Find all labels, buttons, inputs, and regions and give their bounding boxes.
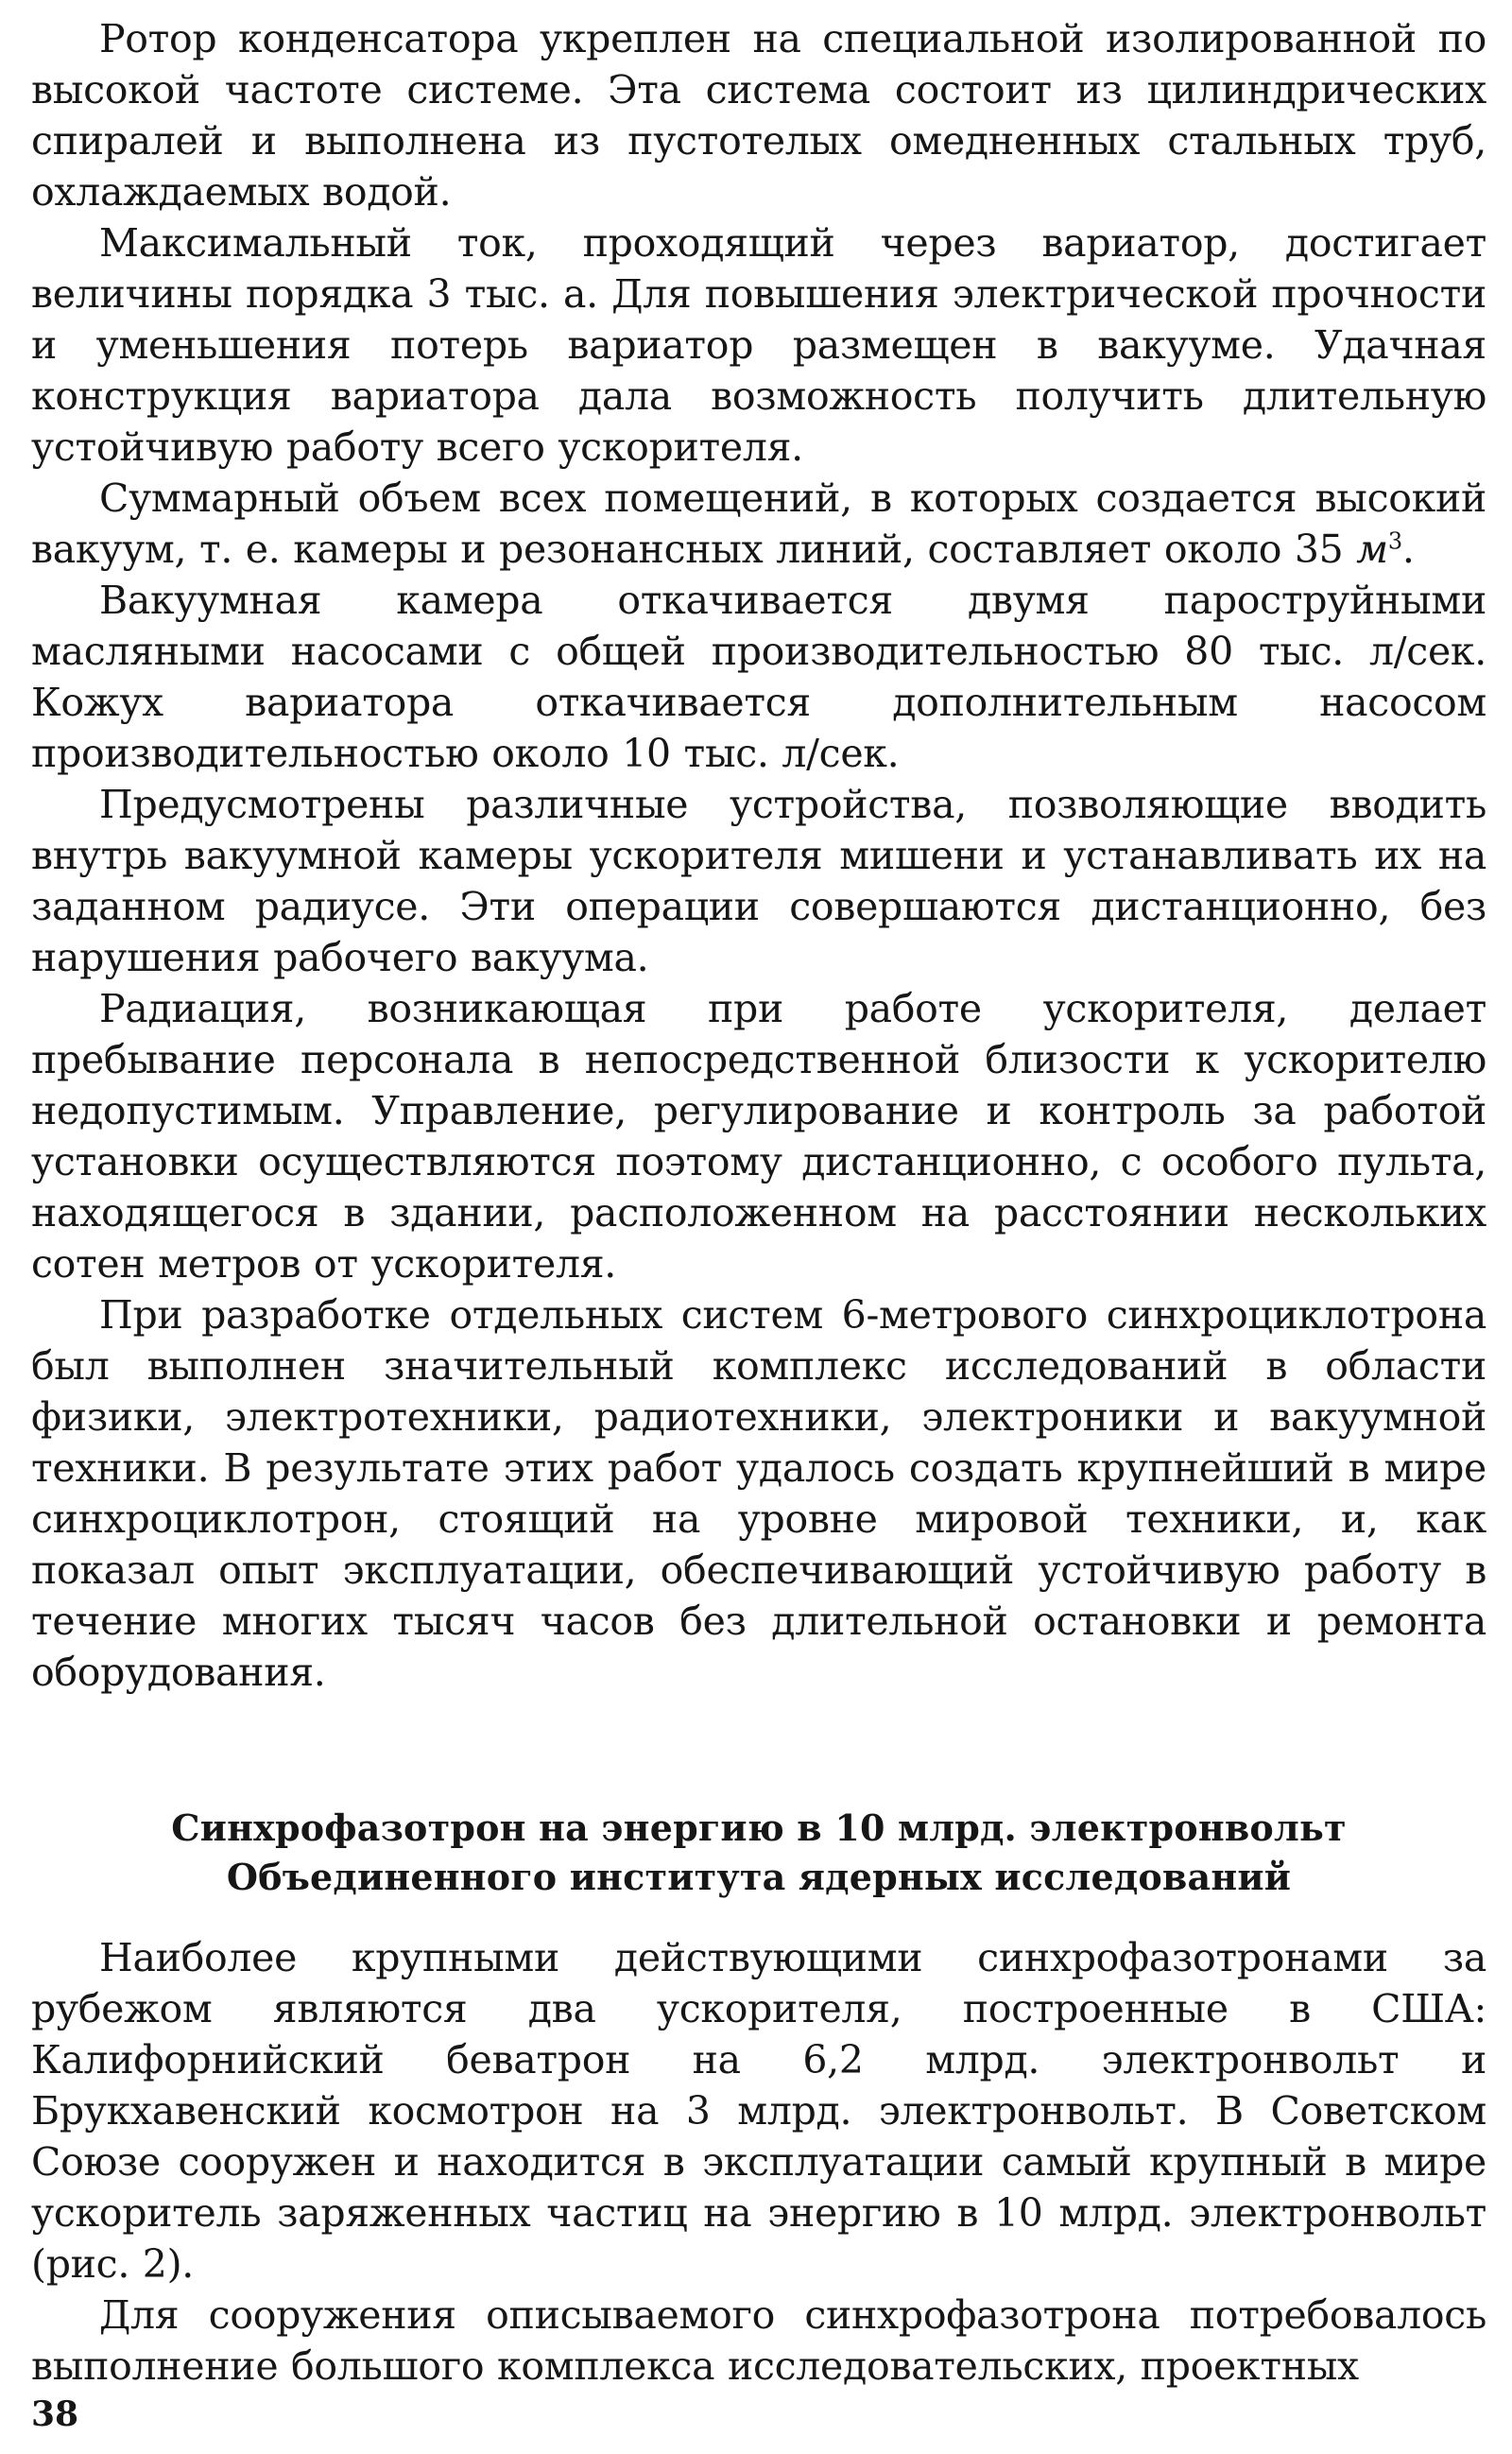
paragraph-vacuum-volume: [31, 473, 1486, 575]
paragraph-development: При разработке отдельных систем 6-метрового синхроциклотрона был выполнен значительный комплекс исследований в области физики, электротехники, радиотехники, электроники и вакуумной техники. В результате этих работ удалось создать крупнейший в мире синхроциклотрон, стоящий на уровне мировой техники, и, как показал опыт эксплуатации, обеспечивающий устойчивую работу в течение многих тысяч часов без длительной остановки и ремонта оборудования.: [31, 1292, 1486, 1695]
vacuum-volume-text: Суммарный объем всех помещений, в которых создается высокий вакуум, т. е. камеры и резонансных линий, составляет около 35: [31, 475, 1486, 572]
page-number: 38: [31, 2394, 79, 2434]
section-heading-line-2: Объединенного института ядерных исследований: [226, 1856, 1292, 1898]
page-body: [31, 13, 1486, 2392]
paragraph-largest-synchrophasotrons: Наиболее крупными действующими синхрофазотронами за рубежом являются два ускорителя, построенные в США: Калифорнийский беватрон на 6,2 млрд. электронвольт и Брукхавенский космотрон на 3 млрд. электронвольт. В Советском Союзе сооружен и находится в эксплуатации самый крупный в мире ускоритель заряженных частиц на энергию в 10 млрд. электронвольт (рис. 2).: [31, 1935, 1486, 2287]
volume-unit: м: [1356, 527, 1388, 572]
paragraph-construction: Для сооружения описываемого синхрофазотрона потребовалось выполнение большого комплекса исследовательских, проектных: [31, 2292, 1486, 2389]
paragraph-max-current: Максимальный ток, проходящий через вариатор, достигает величины порядка 3 тыс. а. Для повышения электрической прочности и уменьшения потерь вариатор размещен в вакууме. Удачная конструкция вариатора дала возможность получить длительную устойчивую работу всего ускорителя.: [31, 220, 1486, 470]
paragraph-rotor: Ротор конденсатора укреплен на специальной изолированной по высокой частоте системе. Эта система состоит из цилиндрических спиралей и выполнена из пустотелых омедненных стальных труб, охлаждаемых водой.: [31, 16, 1486, 215]
volume-unit-exponent: 3: [1387, 527, 1402, 555]
section-heading-line-1: Синхрофазотрон на энергию в 10 млрд. электронвольт: [171, 1806, 1347, 1849]
volume-unit-end: .: [1401, 527, 1415, 572]
paragraph-targets: Предусмотрены различные устройства, позволяющие вводить внутрь вакуумной камеры ускорителя мишени и устанавливать их на заданном радиусе. Эти операции совершаются дистанционно, без нарушения рабочего вакуума.: [31, 782, 1486, 980]
paragraph-vacuum-pumps: Вакуумная камера откачивается двумя пароструйными масляными насосами с общей производительностью 80 тыс. л/сек. Кожух вариатора откачивается дополнительным насосом производительностью около 10 тыс. л/сек.: [31, 578, 1486, 776]
section-heading: [31, 1804, 1486, 1902]
paragraph-radiation: Радиация, возникающая при работе ускорителя, делает пребывание персонала в непосредственной близости к ускорителю недопустимым. Управление, регулирование и контроль за работой установки осуществляются поэтому дистанционно, с особого пульта, находящегося в здании, расположенном на расстоянии нескольких сотен метров от ускорителя.: [31, 986, 1486, 1287]
